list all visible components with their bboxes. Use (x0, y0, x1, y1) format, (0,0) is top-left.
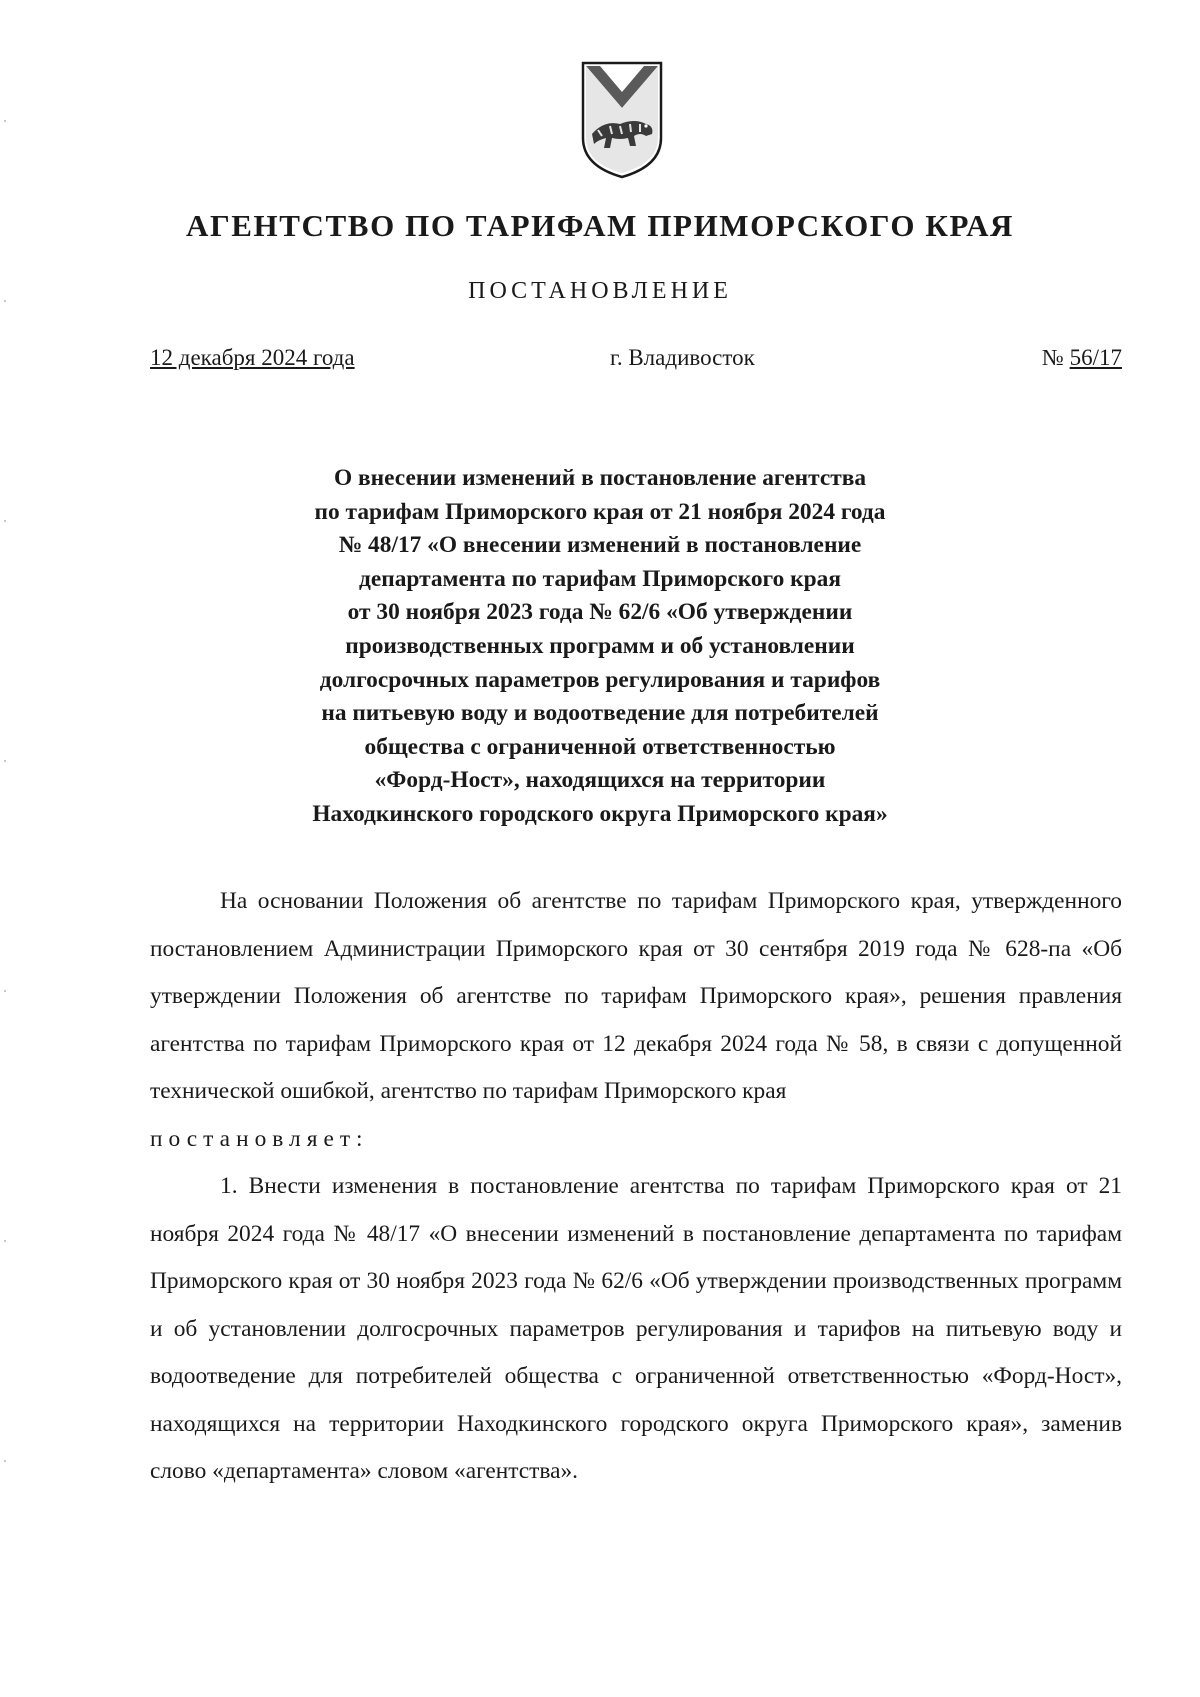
number-prefix: № (1041, 345, 1070, 370)
resolves-text: постановляет: (150, 1125, 369, 1152)
document-number (1042, 345, 1122, 371)
title-line: на питьевую воду и водоотведение для потребителей (321, 700, 879, 727)
coat-of-arms-icon (580, 60, 664, 180)
document-date: 12 декабря 2024 года (150, 345, 355, 370)
title-line: департамента по тарифам Приморского края (359, 565, 841, 592)
item-1-paragraph: 1. Внести изменения в постановление агентства по тарифам Приморского края от 21 ноября 2024 года № 48/17 «О внесении изменений в постановление департамента по тарифам Приморского края от 30 ноября 2023 года № 62/6 «Об утверждении производственных программ и об установлении долгосрочных параметров регулирования и тарифов на питьевую воду и водоотведение для потребителей общества с ограниченной ответственностью «Форд-Ност», находящихся на территории Находкинского городского округа Приморского края», заменив слово «департамента» словом «агентства». (150, 1173, 1122, 1484)
title-line: общества с ограниченной ответственностью (364, 733, 836, 760)
title-line: № 48/17 «О внесении изменений в постановление (338, 532, 862, 559)
agency-title: АГЕНТСТВО ПО ТАРИФАМ ПРИМОРСКОГО КРАЯ (185, 208, 1015, 243)
title-line: О внесении изменений в постановление агентства (333, 465, 867, 491)
document-meta (150, 345, 1122, 379)
document-title (200, 462, 1000, 832)
title-line: по тарифам Приморского края от 21 ноября 2024 года (314, 498, 886, 525)
resolves-word (150, 1116, 1122, 1164)
title-line: производственных программ и об установлении (345, 632, 855, 659)
title-line: Находкинского городского округа Приморского края» (312, 800, 888, 827)
number-value: 56/17 (1069, 345, 1122, 370)
preamble-paragraph: На основании Положения об агентстве по тарифам Приморского края, утвержденного постановлением Администрации Приморского края от 30 сентября 2019 года № 628-па «Об утверждении Положения об агентстве по тарифам Приморского края», решения правления агентства по тарифам Приморского края от 12 декабря 2024 года № 58, в связи с допущенной технической ошибкой, агентство по тарифам Приморского края (150, 888, 1122, 1104)
title-line: «Форд-Ност», находящихся на территории (374, 767, 826, 794)
title-line: долгосрочных параметров регулирования и тарифов (319, 666, 881, 693)
title-line: от 30 ноября 2023 года № 62/6 «Об утверждении (347, 599, 853, 626)
document-city: г. Владивосток (610, 345, 755, 370)
document-type: ПОСТАНОВЛЕНИЕ (468, 278, 732, 304)
document-body (150, 878, 1122, 1496)
